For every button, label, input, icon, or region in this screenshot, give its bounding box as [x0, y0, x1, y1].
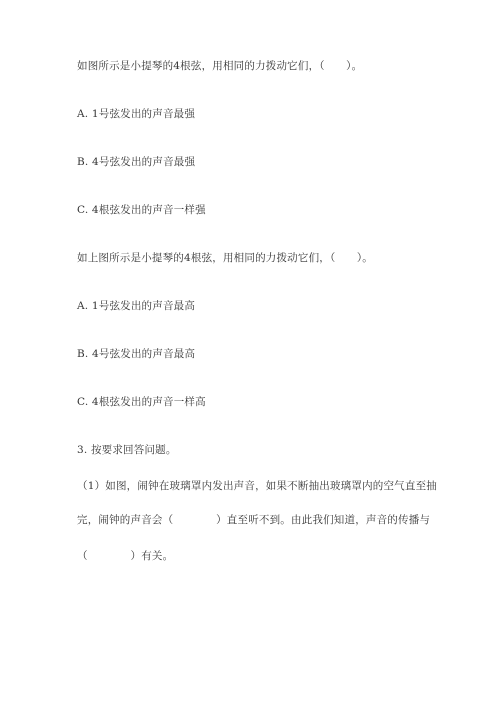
question-3-line-1: （1）如图，闹钟在玻璃罩内发出声音，如果不断抽出玻璃罩内的空气直至抽: [77, 480, 437, 492]
question-2-option-c: C. 4根弦发出的声音一样高: [77, 396, 206, 408]
question-3-heading: 3. 按要求回答问题。: [77, 444, 177, 456]
question-2-option-b: B. 4号弦发出的声音最高: [77, 348, 196, 360]
question-1-option-c: C. 4根弦发出的声音一样强: [77, 204, 206, 216]
question-1-stem: 如图所示是小提琴的4根弦，用相同的力拨动它们，（ ）。: [77, 60, 363, 72]
question-2-option-a: A. 1号弦发出的声音最高: [77, 300, 196, 312]
question-3-line-3: （ ）有关。: [77, 550, 174, 562]
question-1-option-b: B. 4号弦发出的声音最强: [77, 156, 196, 168]
question-1-option-a: A. 1号弦发出的声音最强: [77, 108, 196, 120]
question-2-stem: 如上图所示是小提琴的4根弦，用相同的力拨动它们，（ ）。: [77, 252, 373, 264]
question-3-line-2: 完，闹钟的声音会（ ）直至听不到。由此我们知道，声音的传播与: [77, 514, 431, 526]
